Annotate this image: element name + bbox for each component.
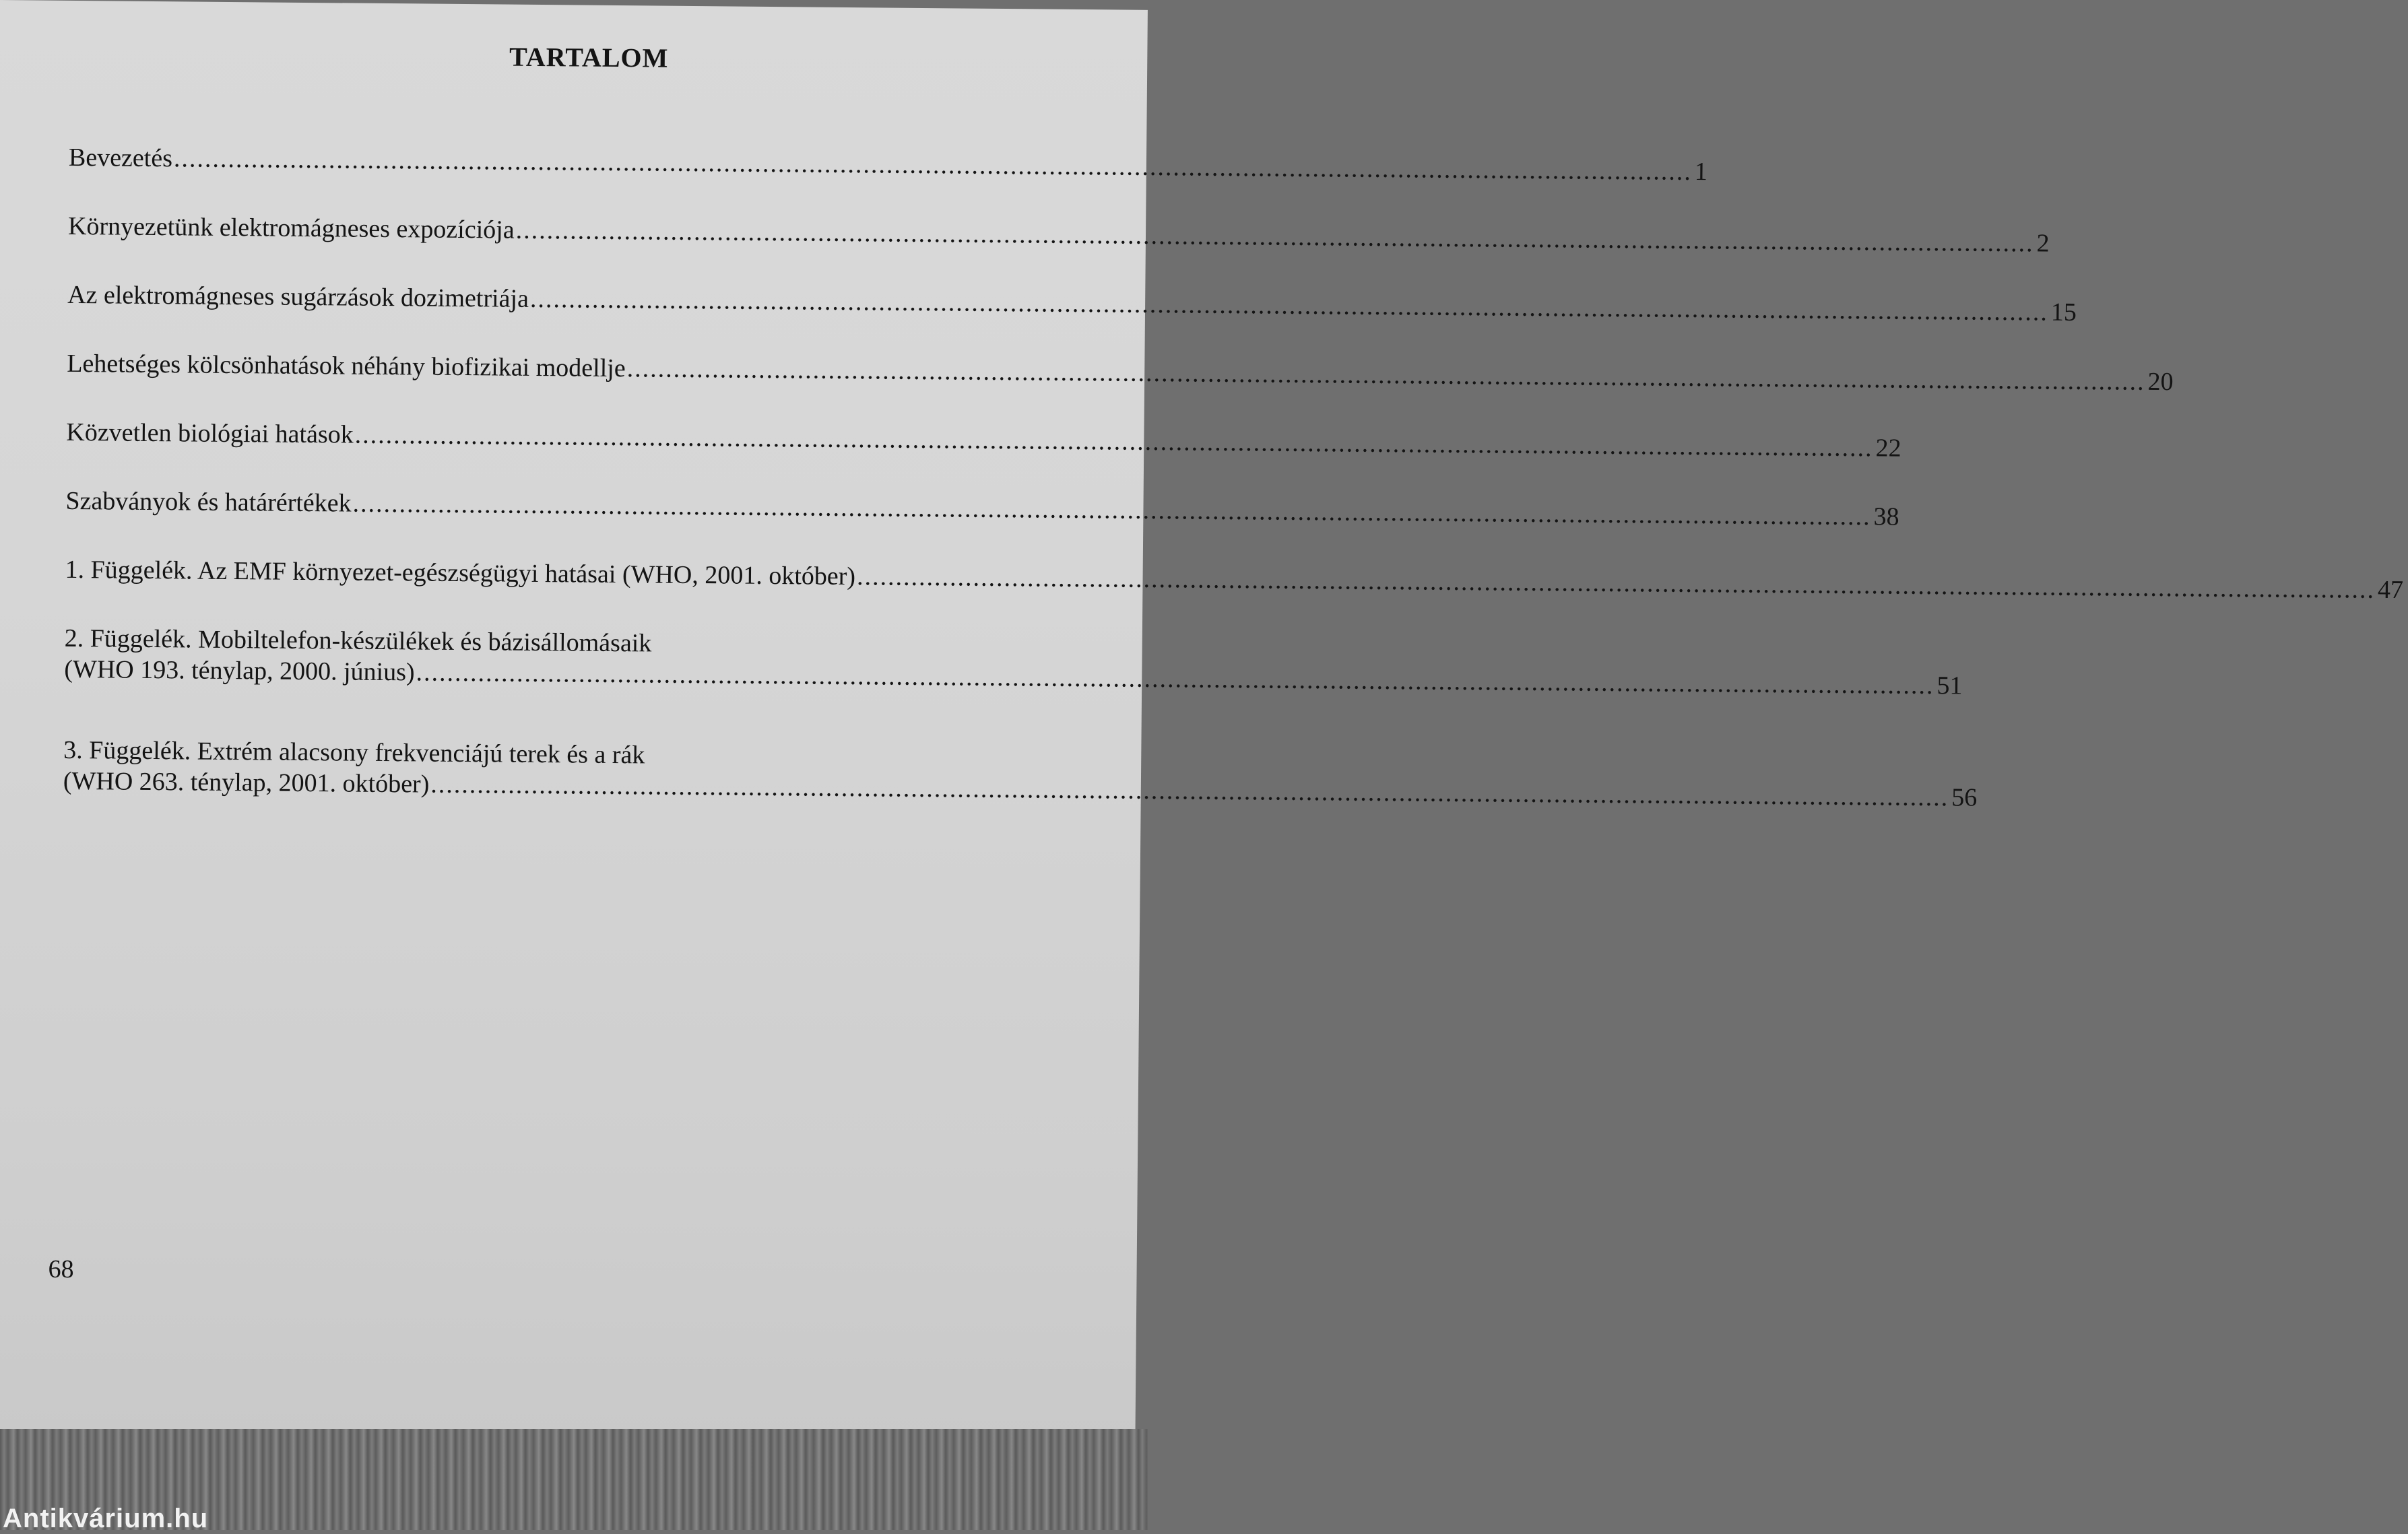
toc-entry-page: 20 — [2147, 367, 2174, 397]
toc-entry-page: 38 — [1873, 502, 1899, 531]
toc-entry-title: Bevezetés — [68, 143, 173, 173]
dot-leader: .................................................................................................................................................................................................... — [352, 489, 1871, 531]
toc-entry-page: 56 — [1951, 783, 1978, 812]
dot-leader: .................................................................................................................................................................................................... — [515, 215, 2034, 258]
toc-entry-page: 51 — [1937, 671, 1963, 700]
toc-entry-title: 1. Függelék. Az EMF környezet-egészségügyi hatásai (WHO, 2001. október) — [65, 555, 856, 591]
toc-entry-biologiai-hatasok — [66, 417, 1901, 494]
toc-entry-subtitle: (WHO 193. ténylap, 2000. június) — [64, 655, 415, 687]
toc-entry-title: Közvetlen biológiai hatások — [66, 418, 354, 449]
toc-entry-modellek — [67, 348, 2174, 426]
toc-entry-title: 3. Függelék. Extrém alacsony frekvenciájú terek és a rák — [63, 735, 645, 770]
toc-entry-fuggelek-2 — [63, 623, 1963, 743]
watermark: Antikvárium.hu — [3, 1504, 209, 1533]
toc-entry-page: 22 — [1875, 434, 1901, 463]
dot-leader: .................................................................................................................................................................................................... — [626, 354, 2145, 396]
dot-leader: .................................................................................................................................................................................................... — [416, 658, 1934, 700]
dot-leader: .................................................................................................................................................................................................... — [856, 562, 2376, 604]
toc-entry-title: Szabványok és határértékek — [65, 486, 352, 518]
dot-leader: .................................................................................................................................................................................................... — [173, 144, 1693, 186]
toc-entry-subtitle: (WHO 263. ténylap, 2001. október) — [63, 766, 430, 799]
dot-leader: .................................................................................................................................................................................................... — [354, 420, 1873, 463]
toc-entry-dozimetria — [67, 279, 2077, 357]
book-edge-strip — [0, 1429, 1148, 1533]
toc-entry-page: 15 — [2050, 298, 2077, 327]
page-title: TARTALOM — [509, 41, 669, 73]
table-of-contents — [63, 142, 2404, 855]
toc-entry-page: 2 — [2036, 229, 2050, 258]
dot-leader: .................................................................................................................................................................................................... — [529, 284, 2049, 327]
toc-entry-page: 1 — [1694, 157, 1708, 187]
toc-entry-fuggelek-1 — [65, 554, 2404, 632]
toc-entry-szabvanyok — [65, 486, 1899, 563]
toc-entry-page: 47 — [2377, 575, 2404, 605]
toc-entry-fuggelek-3 — [63, 735, 1978, 855]
toc-entry-title: Lehetséges kölcsönhatások néhány biofizikai modellje — [67, 349, 626, 383]
show-through-texture — [74, 28, 1125, 37]
toc-entry-title: Környezetünk elektromágneses expozíciója — [67, 211, 515, 244]
toc-entry-title: Az elektromágneses sugárzások dozimetriája — [67, 280, 529, 313]
toc-entry-title: 2. Függelék. Mobiltelefon-készülékek és bázisállomásaik — [64, 624, 652, 658]
page-number: 68 — [48, 1255, 74, 1284]
toc-entry-expozicio — [67, 211, 2050, 288]
dot-leader: .................................................................................................................................................................................................... — [430, 770, 1949, 812]
toc-entry-bevezetes — [68, 142, 1708, 220]
